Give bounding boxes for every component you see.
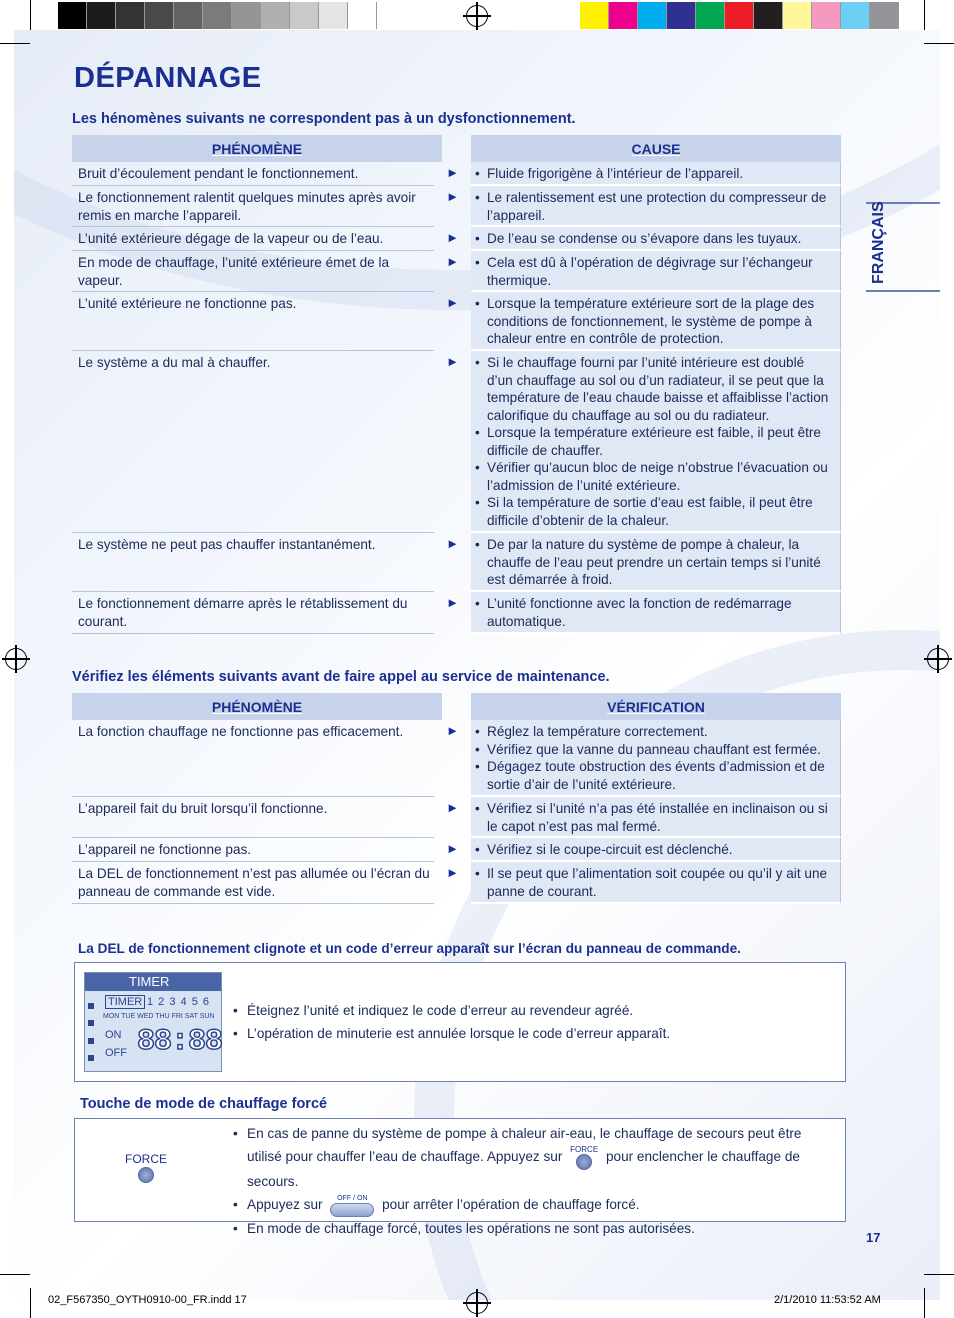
list-item: • De l’eau se condense ou s’évapore dans les tuyaux.	[487, 230, 832, 248]
table-header	[72, 693, 841, 720]
arrow-right-icon: ►	[446, 536, 459, 551]
list-item: • Réglez la température correctement.	[487, 723, 832, 741]
registration-mark-icon	[927, 648, 949, 670]
verification-cell	[471, 720, 841, 797]
lcd-off: OFF	[105, 1047, 127, 1059]
registration-mark-icon	[5, 648, 27, 670]
on-off-button-icon	[330, 1203, 374, 1217]
list-item: • Éteignez l’unité et indiquez le code d’erreur au revendeur agréé.	[233, 999, 670, 1022]
arrow-right-icon: ►	[446, 865, 459, 880]
force-mode-box	[74, 1118, 846, 1236]
error-code-list	[233, 999, 670, 1045]
table-row	[72, 838, 841, 862]
list-item: • Vérifiez si le coupe-circuit est déclenché.	[487, 841, 832, 859]
lcd-days: MON TUE WED THU FRI SAT SUN	[103, 1013, 215, 1020]
phenomenon-cell: La fonction chauffage ne fonctionne pas efficacement.	[72, 720, 434, 797]
list-item: • Vérifiez que la vanne du panneau chauffant est fermée.	[487, 741, 832, 759]
timer-indicator: TIMER	[105, 995, 145, 1009]
arrow-right-icon: ►	[446, 354, 459, 369]
arrow-right-icon: ►	[446, 800, 459, 815]
cause-cell	[471, 227, 841, 251]
section-heading-force-mode: Touche de mode de chauffage forcé	[80, 1096, 328, 1112]
column-header-verification: VÉRIFICATION	[471, 693, 841, 720]
lcd-numbers: 1 2 3 4 5 6	[147, 996, 210, 1008]
arrow-right-icon: ►	[446, 165, 459, 180]
footer-filename: 02_F567350_OYTH0910-00_FR.indd 17	[48, 1294, 247, 1306]
list-item: • Fluide frigorigène à l’intérieur de l’appareil.	[487, 165, 832, 183]
section-heading-normal-phenomena: Les hénomènes suivants ne correspondent pas à un dysfonctionnement.	[72, 111, 576, 127]
phenomenon-cell: Le fonctionnement ralentit quelques minutes après avoir remis en marche l’appareil.	[72, 186, 434, 227]
lcd-digits: 88:88	[137, 1025, 223, 1059]
phenomenon-cell: Le fonctionnement démarre après le rétablissement du courant.	[72, 592, 434, 634]
crop-mark	[0, 43, 30, 44]
arrow-right-icon: ►	[446, 189, 459, 204]
table-row	[72, 292, 841, 351]
force-mode-list	[233, 1122, 833, 1240]
phenomenon-cell: Le système a du mal à chauffer.	[72, 351, 434, 533]
column-header-cause: CAUSE	[471, 135, 841, 162]
list-item: • Appuyez sur OFF / ON pour arrêter l’opération de chauffage forcé.	[233, 1193, 833, 1217]
list-item: • Si le chauffage fourni par l’unité intérieure est doublé d’un chauffage au sol ou d’un radiateur, il se peut que la température de l’eau chaude baisse et affaiblisse l’action calorifique du chauffage au sol ou du radiateur.	[487, 354, 832, 424]
crop-mark	[924, 0, 925, 30]
arrow-right-icon: ►	[446, 295, 459, 310]
cause-cell	[471, 251, 841, 292]
list-item: • De par la nature du système de pompe à chaleur, la chauffe de l’eau peut prendre un certain temps si l’unité est démarrée à froid.	[487, 536, 832, 589]
table-header	[72, 135, 841, 162]
footer-timestamp: 2/1/2010 11:53:52 AM	[774, 1294, 881, 1306]
cause-cell	[471, 162, 841, 186]
remote-lcd-illustration	[84, 972, 222, 1072]
arrow-right-icon: ►	[446, 230, 459, 245]
force-button-icon	[576, 1154, 592, 1170]
force-button-illustration: FORCE	[125, 1152, 167, 1184]
arrow-right-icon: ►	[446, 595, 459, 610]
list-item: • Vérifier qu’aucun bloc de neige n’obstrue l’évacuation ou l’admission de l’unité extérieure.	[487, 459, 832, 494]
language-tab	[866, 202, 940, 292]
section-heading-check-before-service: Vérifiez les éléments suivants avant de faire appel au service de maintenance.	[72, 669, 610, 685]
arrow-right-icon: ►	[446, 254, 459, 269]
list-item: • Si la température de sortie d’eau est faible, il peut être difficile d’obtenir de la chaleur.	[487, 494, 832, 529]
crop-mark	[30, 0, 31, 30]
phenomenon-cell: Le système ne peut pas chauffer instantanément.	[72, 533, 434, 592]
grayscale-color-bar	[58, 2, 377, 29]
force-button-icon	[138, 1167, 154, 1183]
table-row	[72, 186, 841, 227]
crop-mark	[0, 1274, 30, 1275]
list-item: • Lorsque la température extérieure sort de la plage des conditions de fonctionnement, le système de pompe à chaleur entre en contrôle de protection.	[487, 295, 832, 348]
verification-cell	[471, 797, 841, 838]
list-item: • En mode de chauffage forcé, toutes les opérations ne sont pas autorisées.	[233, 1217, 833, 1240]
cause-cell	[471, 351, 841, 533]
list-item: • L’unité fonctionne avec la fonction de redémarrage automatique.	[487, 595, 832, 630]
registration-mark-icon	[466, 5, 488, 27]
lcd-on: ON	[105, 1029, 122, 1041]
cause-cell	[471, 533, 841, 592]
crop-mark	[30, 1288, 31, 1318]
table-row	[72, 797, 841, 838]
phenomenon-cell: En mode de chauffage, l’unité extérieure émet de la vapeur.	[72, 251, 434, 292]
list-item: • L’opération de minuterie est annulée lorsque le code d’erreur apparaît.	[233, 1022, 670, 1045]
cmyk-color-bar	[580, 2, 899, 29]
phenomenon-cell: L’unité extérieure dégage de la vapeur ou de l’eau.	[72, 227, 434, 251]
phenomenon-cell: L’appareil fait du bruit lorsqu’il fonctionne.	[72, 797, 434, 838]
list-item: • Cela est dû à l’opération de dégivrage sur l’échangeur thermique.	[487, 254, 832, 289]
list-item: • Vérifiez si l’unité n’a pas été installée en inclinaison ou si le capot n’est pas mal fermé.	[487, 800, 832, 835]
column-header-phenomenon: PHÉNOMÈNE	[72, 693, 442, 720]
phenomenon-cell: L’appareil ne fonctionne pas.	[72, 838, 434, 862]
verification-cell	[471, 862, 841, 904]
list-item: • Dégagez toute obstruction des évents d’admission et de sortie d’air de l’unité extérieure.	[487, 758, 832, 793]
table-row	[72, 162, 841, 186]
phenomenon-cell: La DEL de fonctionnement n’est pas allumée ou l’écran du panneau de commande est vide.	[72, 862, 434, 904]
table-row	[72, 862, 841, 904]
table-row	[72, 533, 841, 592]
phenomena-cause-table	[72, 135, 841, 634]
phenomena-verification-table	[72, 693, 841, 904]
list-item: • En cas de panne du système de pompe à chaleur air-eau, le chauffage de secours peut être utilisé pour chauffer l’eau de chauffage. Appuyez sur FORCE pour enclencher le chauffage de secours.	[233, 1122, 833, 1193]
phenomenon-cell: L’unité extérieure ne fonctionne pas.	[72, 292, 434, 351]
language-tab-label: FRANÇAIS	[870, 201, 887, 284]
cause-cell	[471, 592, 841, 634]
cause-cell	[471, 186, 841, 227]
error-code-box	[74, 962, 846, 1082]
cause-cell	[471, 292, 841, 351]
table-row	[72, 227, 841, 251]
page-number: 17	[866, 1230, 881, 1245]
table-row	[72, 351, 841, 533]
section-heading-error-code: La DEL de fonctionnement clignote et un code d’erreur apparaît sur l’écran du panneau de commande.	[78, 941, 741, 956]
list-item: • Lorsque la température extérieure est faible, il peut être difficile de chauffer.	[487, 424, 832, 459]
verification-cell	[471, 838, 841, 862]
table-row	[72, 720, 841, 797]
phenomenon-cell: Bruit d’écoulement pendant le fonctionnement.	[72, 162, 434, 186]
table-row	[72, 592, 841, 634]
page-title: DÉPANNAGE	[74, 62, 262, 94]
arrow-right-icon: ►	[446, 723, 459, 738]
registration-mark-icon	[466, 1292, 488, 1314]
crop-mark	[924, 1274, 954, 1275]
list-item: • Il se peut que l’alimentation soit coupée ou qu’il y ait une panne de courant.	[487, 865, 832, 900]
timer-label: TIMER	[85, 973, 221, 991]
table-row	[72, 251, 841, 292]
column-header-phenomenon: PHÉNOMÈNE	[72, 135, 442, 162]
crop-mark	[924, 1288, 925, 1318]
list-item: • Le ralentissement est une protection du compresseur de l’appareil.	[487, 189, 832, 224]
crop-mark	[924, 43, 954, 44]
arrow-right-icon: ►	[446, 841, 459, 856]
